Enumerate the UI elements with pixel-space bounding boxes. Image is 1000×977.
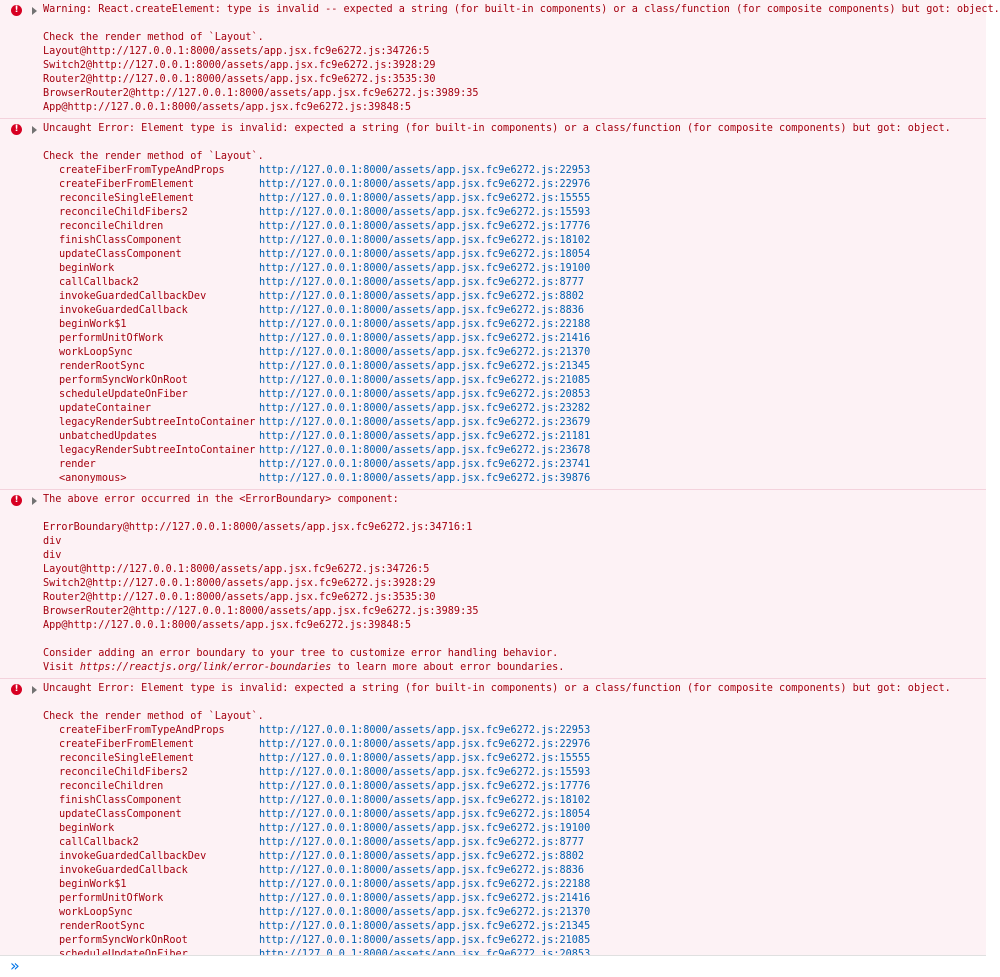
stack-frame: [43, 808, 986, 822]
error-icon: !: [11, 684, 22, 695]
stack-frame: [43, 430, 986, 444]
message-line: [43, 696, 986, 710]
message-line: BrowserRouter2@http://127.0.0.1:8000/assets/app.jsx.fc9e6272.js:3989:35: [43, 606, 479, 617]
stack-frame: [43, 290, 986, 304]
stack-frame: [43, 752, 986, 766]
stack-frame-function: reconcileSingleElement: [59, 193, 194, 204]
stack-frame-location-link[interactable]: http://127.0.0.1:8000/assets/app.jsx.fc9e6272.js:17776: [259, 221, 591, 232]
stack-frame-function: invokeGuardedCallbackDev: [59, 291, 207, 302]
footer-prefix: Visit: [43, 662, 80, 673]
stack-frame-location-link[interactable]: http://127.0.0.1:8000/assets/app.jsx.fc9e6272.js:8836: [259, 305, 585, 316]
message-line: Layout@http://127.0.0.1:8000/assets/app.jsx.fc9e6272.js:34726:5: [43, 564, 430, 575]
message-header: Uncaught Error: Element type is invalid: expected a string (for built-in components) or a class/function (for composite components) but got: object.: [43, 123, 951, 134]
console-message-error[interactable]: [0, 490, 986, 679]
double-chevron-right-icon: »: [10, 956, 20, 975]
stack-frame: [43, 304, 986, 318]
stack-frame: [43, 248, 986, 262]
error-icon: !: [11, 5, 22, 16]
message-header: The above error occurred in the <ErrorBoundary> component:: [43, 494, 399, 505]
stack-frame-location-link[interactable]: http://127.0.0.1:8000/assets/app.jsx.fc9e6272.js:15593: [259, 207, 591, 218]
stack-frame-function: beginWork$1: [59, 879, 127, 890]
stack-frame-function: updateClassComponent: [59, 249, 182, 260]
stack-frame-location-link[interactable]: http://127.0.0.1:8000/assets/app.jsx.fc9e6272.js:23741: [259, 459, 591, 470]
stack-frame: [43, 164, 986, 178]
stack-frame-function: beginWork: [59, 263, 115, 274]
console-message-error[interactable]: [0, 119, 986, 490]
stack-frame: [43, 262, 986, 276]
stack-frame-location-link[interactable]: http://127.0.0.1:8000/assets/app.jsx.fc9e6272.js:21416: [259, 893, 591, 904]
message-header: Warning: React.createElement: type is invalid -- expected a string (for built-in components) or a class/function (for composite components) but got: object.: [43, 4, 1000, 15]
stack-frame: [43, 178, 986, 192]
expand-arrow-icon[interactable]: [32, 686, 37, 694]
stack-frame: [43, 878, 986, 892]
stack-frame-location-link[interactable]: http://127.0.0.1:8000/assets/app.jsx.fc9e6272.js:22953: [259, 165, 591, 176]
stack-frame-location-link[interactable]: http://127.0.0.1:8000/assets/app.jsx.fc9e6272.js:39876: [259, 473, 591, 484]
stack-frame: [43, 836, 986, 850]
stack-frame-location-link[interactable]: http://127.0.0.1:8000/assets/app.jsx.fc9e6272.js:21345: [259, 361, 591, 372]
error-boundaries-link[interactable]: https://reactjs.org/link/error-boundaries: [79, 662, 332, 673]
stack-frame-function: reconcileChildren: [59, 221, 164, 232]
stack-frame-function: beginWork: [59, 823, 115, 834]
stack-frame: [43, 794, 986, 808]
console-message-error[interactable]: [0, 679, 986, 958]
stack-frame-location-link[interactable]: http://127.0.0.1:8000/assets/app.jsx.fc9e6272.js:15555: [259, 193, 591, 204]
stack-frame-function: performSyncWorkOnRoot: [59, 935, 188, 946]
stack-frame: [43, 220, 986, 234]
stack-frame-location-link[interactable]: http://127.0.0.1:8000/assets/app.jsx.fc9e6272.js:21085: [259, 375, 591, 386]
stack-frame-function: callCallback2: [59, 277, 139, 288]
stack-frame-function: updateClassComponent: [59, 809, 182, 820]
stack-frame-function: invokeGuardedCallback: [59, 305, 188, 316]
stack-frame: [43, 724, 986, 738]
error-icon: !: [11, 495, 22, 506]
stack-frame-location-link[interactable]: http://127.0.0.1:8000/assets/app.jsx.fc9e6272.js:8802: [259, 291, 585, 302]
message-line: Switch2@http://127.0.0.1:8000/assets/app.jsx.fc9e6272.js:3928:29: [43, 60, 436, 71]
stack-frame: [43, 780, 986, 794]
stack-frame-function: reconcileChildren: [59, 781, 164, 792]
stack-frame-location-link[interactable]: http://127.0.0.1:8000/assets/app.jsx.fc9e6272.js:17776: [259, 781, 591, 792]
stack-frame-location-link[interactable]: http://127.0.0.1:8000/assets/app.jsx.fc9e6272.js:19100: [259, 823, 591, 834]
stack-frame-function: workLoopSync: [59, 347, 133, 358]
stack-frame-function: legacyRenderSubtreeIntoContainer: [59, 445, 256, 456]
stack-frame-function: scheduleUpdateOnFiber: [59, 389, 188, 400]
stack-frame: [43, 402, 986, 416]
stack-frame-function: performUnitOfWork: [59, 333, 164, 344]
stack-frame: [43, 906, 986, 920]
message-line: Check the render method of `Layout`.: [43, 32, 264, 43]
stack-frame-location-link[interactable]: http://127.0.0.1:8000/assets/app.jsx.fc9e6272.js:21181: [259, 431, 591, 442]
console-message-warning[interactable]: [0, 0, 1000, 119]
stack-frame: [43, 934, 986, 948]
stack-frame-function: workLoopSync: [59, 907, 133, 918]
stack-frame: [43, 318, 986, 332]
stack-frame: [43, 822, 986, 836]
stack-frame: [43, 346, 986, 360]
stack-frame-function: createFiberFromTypeAndProps: [59, 165, 225, 176]
stack-frame-location-link[interactable]: http://127.0.0.1:8000/assets/app.jsx.fc9e6272.js:21345: [259, 921, 591, 932]
stack-frame-location-link[interactable]: http://127.0.0.1:8000/assets/app.jsx.fc9e6272.js:21370: [259, 907, 591, 918]
stack-frame-function: invokeGuardedCallbackDev: [59, 851, 207, 862]
stack-frame-location-link[interactable]: http://127.0.0.1:8000/assets/app.jsx.fc9e6272.js:22976: [259, 179, 591, 190]
stack-frame: [43, 766, 986, 780]
stack-frame-function: legacyRenderSubtreeIntoContainer: [59, 417, 256, 428]
message-line: App@http://127.0.0.1:8000/assets/app.jsx.fc9e6272.js:39848:5: [43, 102, 412, 113]
stack-frame: [43, 276, 986, 290]
message-line: [43, 507, 986, 521]
stack-frame-location-link[interactable]: http://127.0.0.1:8000/assets/app.jsx.fc9e6272.js:15555: [259, 753, 591, 764]
stack-frame: [43, 360, 986, 374]
stack-frame-function: <anonymous>: [59, 473, 127, 484]
message-line: [43, 17, 986, 31]
stack-frame-function: finishClassComponent: [59, 235, 182, 246]
stack-frame: [43, 444, 986, 458]
message-line: ErrorBoundary@http://127.0.0.1:8000/assets/app.jsx.fc9e6272.js:34716:1: [43, 522, 473, 533]
message-line: Layout@http://127.0.0.1:8000/assets/app.jsx.fc9e6272.js:34726:5: [43, 46, 430, 57]
stack-trace: [43, 724, 986, 954]
stack-frame-location-link[interactable]: http://127.0.0.1:8000/assets/app.jsx.fc9e6272.js:22188: [259, 319, 591, 330]
stack-frame-function: reconcileSingleElement: [59, 753, 194, 764]
message-header: Uncaught Error: Element type is invalid: expected a string (for built-in components) or a class/function (for composite components) but got: object.: [43, 683, 951, 694]
message-line: Router2@http://127.0.0.1:8000/assets/app.jsx.fc9e6272.js:3535:30: [43, 592, 436, 603]
stack-frame-location-link[interactable]: http://127.0.0.1:8000/assets/app.jsx.fc9e6272.js:8777: [259, 277, 585, 288]
stack-frame-function: renderRootSync: [59, 921, 145, 932]
stack-frame-location-link[interactable]: http://127.0.0.1:8000/assets/app.jsx.fc9e6272.js:8836: [259, 865, 585, 876]
stack-frame: [43, 472, 986, 486]
stack-trace: [43, 164, 986, 486]
stack-frame-location-link[interactable]: http://127.0.0.1:8000/assets/app.jsx.fc9e6272.js:22976: [259, 739, 591, 750]
stack-frame-function: renderRootSync: [59, 361, 145, 372]
stack-frame-location-link[interactable]: http://127.0.0.1:8000/assets/app.jsx.fc9e6272.js:21085: [259, 935, 591, 946]
error-icon: !: [11, 124, 22, 135]
stack-frame: [43, 850, 986, 864]
stack-frame-location-link[interactable]: http://127.0.0.1:8000/assets/app.jsx.fc9e6272.js:23678: [259, 445, 591, 456]
stack-frame-location-link[interactable]: http://127.0.0.1:8000/assets/app.jsx.fc9e6272.js:18054: [259, 249, 591, 260]
stack-frame-location-link[interactable]: http://127.0.0.1:8000/assets/app.jsx.fc9e6272.js:18102: [259, 235, 591, 246]
stack-frame-function: createFiberFromElement: [59, 179, 194, 190]
stack-frame: [43, 234, 986, 248]
stack-frame-function: createFiberFromTypeAndProps: [59, 725, 225, 736]
stack-frame-location-link[interactable]: http://127.0.0.1:8000/assets/app.jsx.fc9e6272.js:18054: [259, 809, 591, 820]
stack-frame: [43, 332, 986, 346]
console-input[interactable]: [0, 955, 986, 977]
message-line: div: [43, 536, 62, 547]
stack-frame-location-link[interactable]: http://127.0.0.1:8000/assets/app.jsx.fc9e6272.js:19100: [259, 263, 591, 274]
stack-frame: [43, 458, 986, 472]
stack-frame-function: performUnitOfWork: [59, 893, 164, 904]
message-line: [43, 136, 986, 150]
stack-frame-function: beginWork$1: [59, 319, 127, 330]
message-line: Check the render method of `Layout`.: [43, 711, 264, 722]
stack-frame-location-link[interactable]: http://127.0.0.1:8000/assets/app.jsx.fc9e6272.js:22188: [259, 879, 591, 890]
stack-frame-function: unbatchedUpdates: [59, 431, 158, 442]
stack-frame-location-link[interactable]: http://127.0.0.1:8000/assets/app.jsx.fc9e6272.js:18102: [259, 795, 591, 806]
message-line: App@http://127.0.0.1:8000/assets/app.jsx.fc9e6272.js:39848:5: [43, 620, 412, 631]
stack-frame: [43, 416, 986, 430]
message-line: Switch2@http://127.0.0.1:8000/assets/app.jsx.fc9e6272.js:3928:29: [43, 578, 436, 589]
stack-frame-location-link[interactable]: http://127.0.0.1:8000/assets/app.jsx.fc9e6272.js:8802: [259, 851, 585, 862]
stack-frame-location-link[interactable]: http://127.0.0.1:8000/assets/app.jsx.fc9e6272.js:22953: [259, 725, 591, 736]
stack-frame-function: reconcileChildFibers2: [59, 207, 188, 218]
message-line: Consider adding an error boundary to your tree to customize error handling behavior.: [43, 648, 559, 659]
stack-frame: [43, 388, 986, 402]
stack-frame-function: invokeGuardedCallback: [59, 865, 188, 876]
stack-frame-function: updateContainer: [59, 403, 152, 414]
stack-frame-location-link[interactable]: http://127.0.0.1:8000/assets/app.jsx.fc9e6272.js:20853: [259, 389, 591, 400]
message-line: BrowserRouter2@http://127.0.0.1:8000/assets/app.jsx.fc9e6272.js:3989:35: [43, 88, 479, 99]
stack-frame: [43, 738, 986, 752]
stack-frame-location-link[interactable]: http://127.0.0.1:8000/assets/app.jsx.fc9e6272.js:23282: [259, 403, 591, 414]
stack-frame-function: callCallback2: [59, 837, 139, 848]
stack-frame: [43, 920, 986, 934]
stack-frame-function: reconcileChildFibers2: [59, 767, 188, 778]
stack-frame-function: finishClassComponent: [59, 795, 182, 806]
message-footer: [43, 661, 986, 675]
stack-frame: [43, 864, 986, 878]
stack-frame-location-link[interactable]: http://127.0.0.1:8000/assets/app.jsx.fc9e6272.js:23679: [259, 417, 591, 428]
expand-arrow-icon[interactable]: [32, 7, 37, 15]
message-line: Router2@http://127.0.0.1:8000/assets/app.jsx.fc9e6272.js:3535:30: [43, 74, 436, 85]
stack-frame-location-link[interactable]: http://127.0.0.1:8000/assets/app.jsx.fc9e6272.js:21416: [259, 333, 591, 344]
stack-frame: [43, 374, 986, 388]
stack-frame: [43, 948, 986, 954]
message-line: [43, 633, 986, 647]
expand-arrow-icon[interactable]: [32, 497, 37, 505]
stack-frame: [43, 206, 986, 220]
stack-frame-function: createFiberFromElement: [59, 739, 194, 750]
stack-frame: [43, 892, 986, 906]
footer-suffix: to learn more about error boundaries.: [331, 662, 565, 673]
expand-arrow-icon[interactable]: [32, 126, 37, 134]
stack-frame: [43, 192, 986, 206]
message-line: Check the render method of `Layout`.: [43, 151, 264, 162]
stack-frame-location-link[interactable]: http://127.0.0.1:8000/assets/app.jsx.fc9e6272.js:15593: [259, 767, 591, 778]
message-line: div: [43, 550, 62, 561]
stack-frame-location-link[interactable]: http://127.0.0.1:8000/assets/app.jsx.fc9e6272.js:21370: [259, 347, 591, 358]
stack-frame-location-link[interactable]: http://127.0.0.1:8000/assets/app.jsx.fc9e6272.js:8777: [259, 837, 585, 848]
stack-frame-function: render: [59, 459, 96, 470]
stack-frame-function: performSyncWorkOnRoot: [59, 375, 188, 386]
